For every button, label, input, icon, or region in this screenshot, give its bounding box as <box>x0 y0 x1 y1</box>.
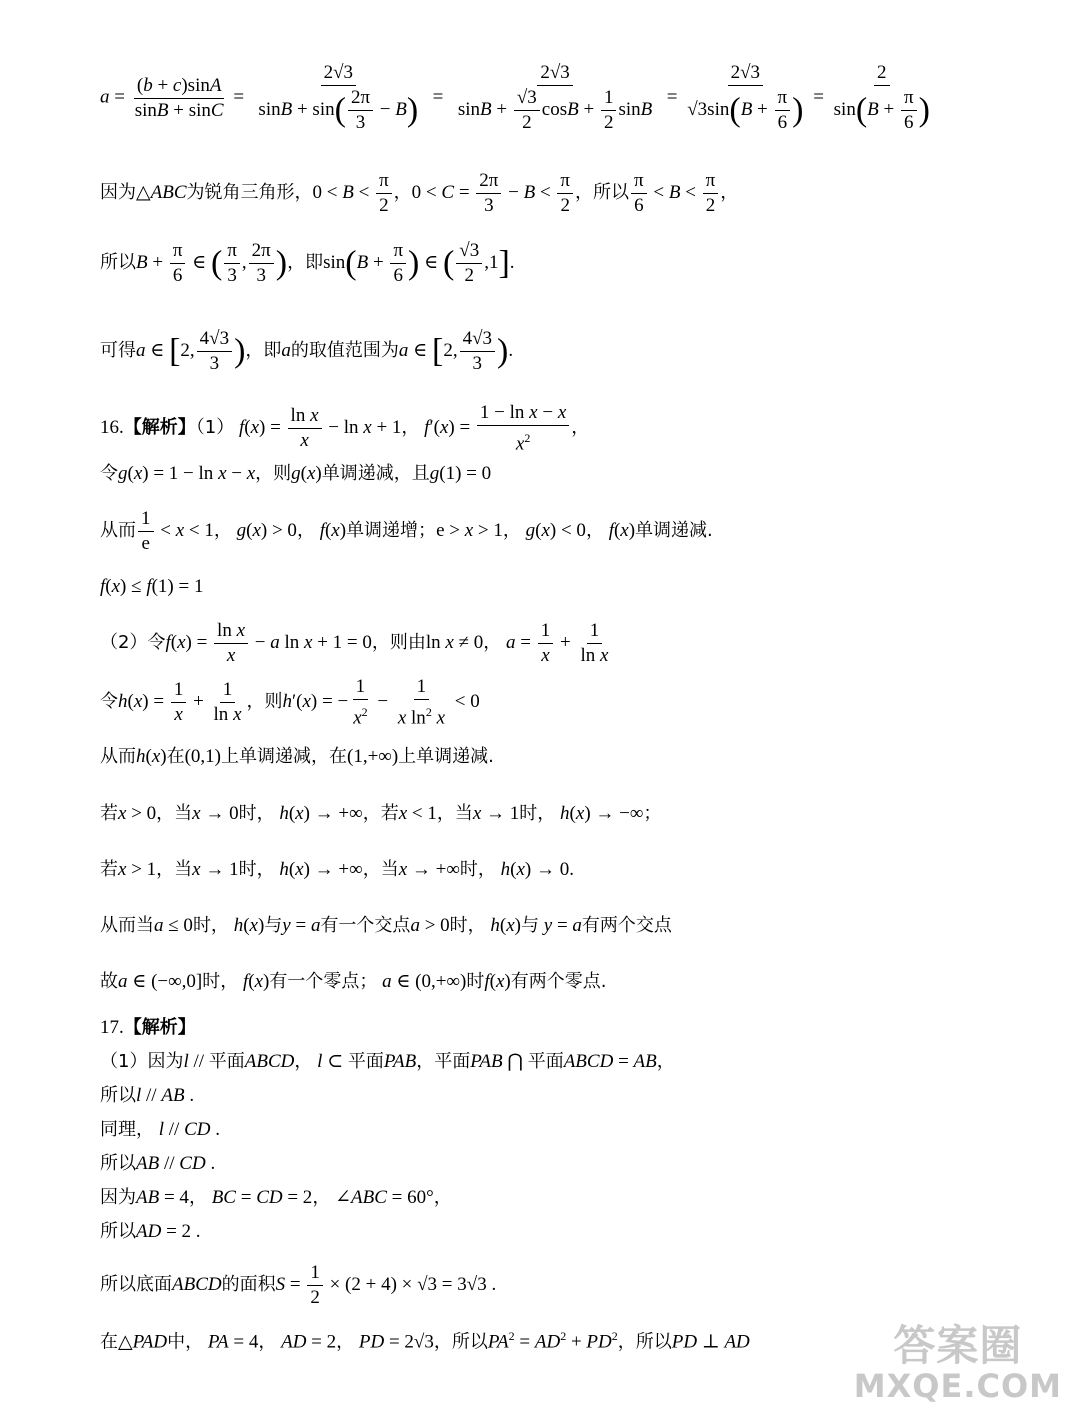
line-7: 从而 $\frac{1}{e}$ < x < 1， g(x) > 0， f(x)单调递增；e > x > 1， g(x) < 0， f(x)单调递减. <box>100 508 713 554</box>
line-3: 所以B + $\frac{\pi}{6}$ ∈ ( $\frac{\pi}{3}$ , $\frac{2\pi}{3}$ )，即sin(B + $\frac{\pi}{6}$ ) ∈ ( $\frac{√3}{2}$ ,1]. <box>100 240 515 286</box>
line-8: f(x) ≤ f(1) = 1 <box>100 576 204 597</box>
watermark-bottom-text: MXQE.COM <box>853 1367 1062 1405</box>
line-2: 因为△ABC为锐角三角形，0 < B < $\frac{\pi}{2}$ ，0 < C = $\frac{2\pi}{3}$ − B < $\frac{\pi}{2}$ ，所以 $\frac{\pi}{6}$ < B < $\frac{\pi}{2}$ ， <box>100 170 739 216</box>
line-24: 在△PAD中， PA = 4， AD = 2， PD = 2√3，所以$PA^2 = AD^2 + PD^2$，所以PD ⊥ AD <box>100 1329 750 1353</box>
line-10: 令h(x) = $\frac{1}{x}$ + $\frac{1}{\text{ln x}}$ ，则h′(x) = − $\frac{1}{x^2}$ − $\frac{1}{x \ln^2 x}$ < 0 <box>100 676 480 729</box>
watermark-logo <box>854 1323 1062 1403</box>
line-14: 从而当a ≤ 0时， h(x)与y = a有一个交点a > 0时， h(x)与 y = a有两个交点 <box>100 915 672 936</box>
line-12: 若x > 0，当x → 0时， h(x) → +∞，若x < 1，当x → 1时， h(x) → −∞； <box>100 803 662 824</box>
line-21: 因为AB = 4， BC = CD = 2， ∠ABC = 60°， <box>100 1187 452 1208</box>
watermark-top-text: 答案圈 <box>893 1321 1023 1370</box>
line-5: 16.【解析】（1） f(x) = $\frac{\text{ln x}}{x}$ − ln x + 1， f′(x) = $\frac{\text{1 − ln x − x}}{x^2}$ ， <box>100 402 590 455</box>
line-9: （2）令f(x) = $\frac{\text{ln x}}{x}$ − a ln x + 1 = 0，则由ln x ≠ 0， a = $\frac{1}{x}$ + $\frac{1}{\text{ln x}}$ <box>100 620 609 666</box>
line-6: 令g(x) = 1 − ln x − x，则g(x)单调递减，且g(1) = 0 <box>100 463 492 484</box>
line-1: a = $\frac{(b + c)\sin A}{\sin B + \sin C}$ = 2√3 sinB + sin( $\frac{2\pi}{3}$ − B) = 2√3 sinB + $\frac{√3}{2}$ cosB + $\frac{1}{2}$ sinB = 2√3 √3sin(B + $\frac{\pi}{6}$ ) = 2 sin(B + $\frac{\pi}{6}$ ) <box>100 62 930 133</box>
line-22: 所以AD = 2 . <box>100 1221 201 1242</box>
line-4: 可得a ∈ [2, $\frac{4√3}{3}$ )，即a的取值范围为a ∈ [2, $\frac{4√3}{3}$ ). <box>100 328 514 374</box>
line-20: 所以AB // CD . <box>100 1153 216 1174</box>
line-19: 同理， l // CD . <box>100 1119 220 1140</box>
line-18: 所以l // AB . <box>100 1085 195 1106</box>
line-16: 17.【解析】 <box>100 1017 196 1038</box>
line-11: 从而h(x)在(0,1)上单调递减，在(1,+∞)上单调递减. <box>100 746 494 767</box>
line-17: （1）因为l // 平面ABCD， l ⊂ 平面PAB，平面PAB ⋂ 平面ABCD = AB， <box>100 1051 675 1072</box>
line-15: 故a ∈ (−∞,0]时， f(x)有一个零点； a ∈ (0,+∞)时f(x)有两个零点. <box>100 971 607 992</box>
line-13: 若x > 1，当x → 1时， h(x) → +∞，当x → +∞时， h(x) → 0. <box>100 859 574 880</box>
line-23: 所以底面ABCD的面积S = $\frac{1}{2}$ × (2 + 4) × √3 = 3√3 . <box>100 1262 497 1308</box>
